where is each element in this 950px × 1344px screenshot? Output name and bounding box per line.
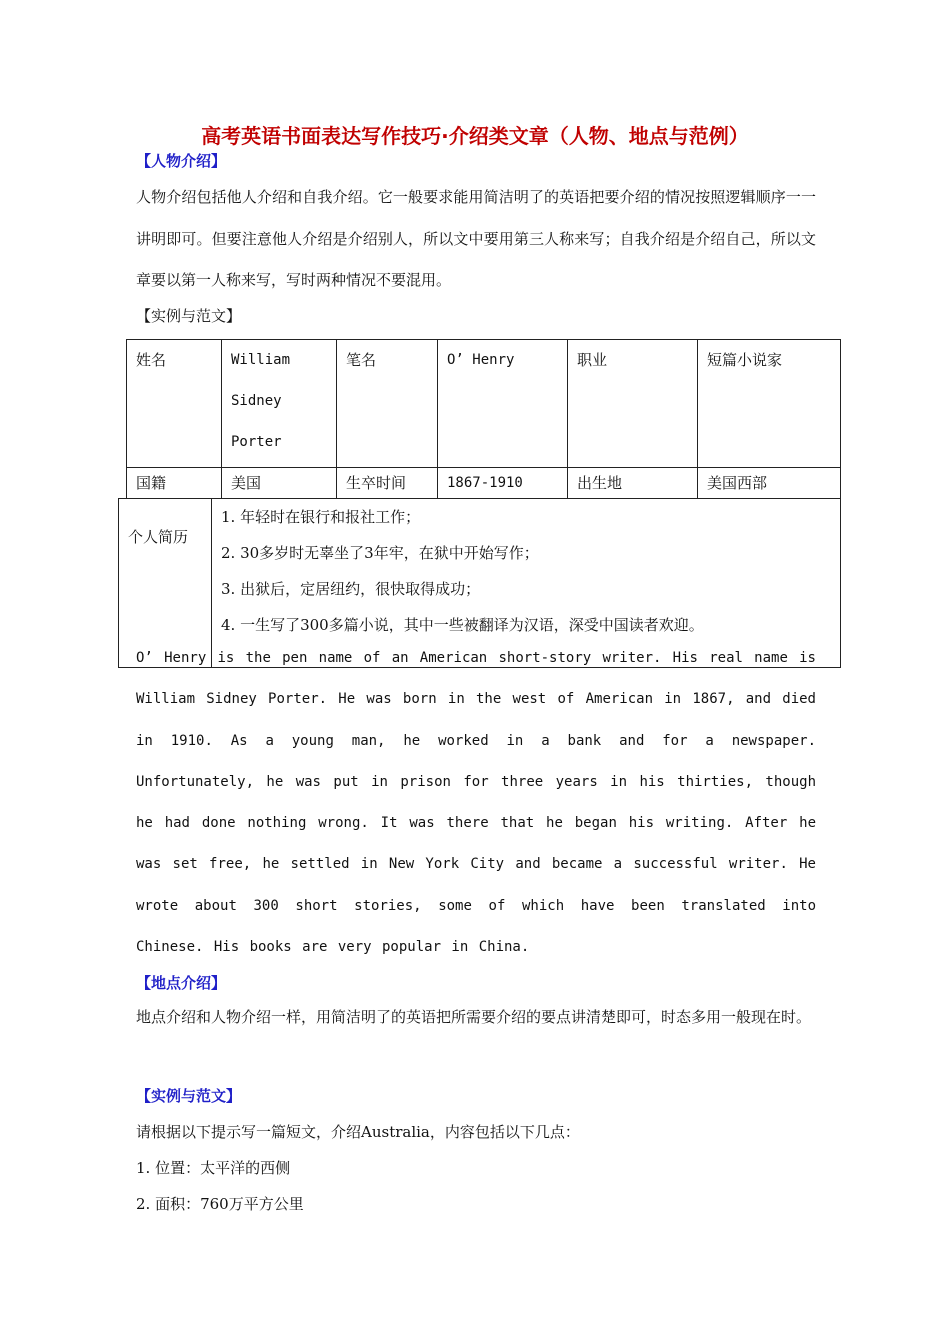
name-line: Sidney [231, 393, 282, 409]
nationality-value-cell: 美国 [222, 468, 337, 499]
document-title: 高考英语书面表达写作技巧·介绍类文章（人物、地点与范例） [201, 124, 749, 148]
job-label-cell: 职业 [568, 340, 698, 468]
name-label-cell: 姓名 [127, 340, 222, 468]
table-row [127, 468, 841, 499]
bio-label-cell: 个人简历 [119, 499, 212, 668]
section-heading-person: 【人物介绍】 [136, 152, 227, 170]
section-heading-place: 【地点介绍】 [136, 974, 227, 992]
place-writing-prompt: 请根据以下提示写一篇短文，介绍Australia，内容包括以下几点： [136, 1123, 580, 1141]
place-intro-paragraph: 地点介绍和人物介绍一样，用简洁明了的英语把所需要介绍的要点讲清楚即可，时态多用一般现在时。 [136, 1008, 812, 1026]
name-line: William [231, 352, 291, 368]
bio-item: 2. 30多岁时无辜坐了3年牢，在狱中开始写作； [221, 544, 539, 562]
name-line: Porter [231, 434, 282, 450]
place-example-heading: 【实例与范文】 [136, 1087, 242, 1105]
bio-item: 4. 一生写了300多篇小说，其中一些被翻译为汉语，深受中国读者欢迎。 [221, 616, 704, 634]
lifespan-label-cell: 生卒时间 [337, 468, 438, 499]
person-info-table [126, 339, 841, 499]
table-row [127, 340, 841, 468]
birthplace-label-cell: 出生地 [568, 468, 698, 499]
name-value-cell [222, 340, 337, 468]
person-intro-paragraph: 人物介绍包括他人介绍和自我介绍。它一般要求能用简洁明了的英语把要介绍的情况按照逻辑顺序一一讲明即可。但要注意他人介绍是介绍别人，所以文中要用第三人称来写；自我介绍是介绍自己，所以文章要以第一人称来写，写时两种情况不要混用。 [136, 188, 816, 289]
pen-name-value-cell: O’ Henry [438, 340, 568, 468]
place-point-item: 2. 面积：760万平方公里 [136, 1195, 304, 1213]
lifespan-value-cell: 1867-1910 [438, 468, 568, 499]
nationality-label-cell: 国籍 [127, 468, 222, 499]
pen-name-label-cell: 笔名 [337, 340, 438, 468]
person-sample-essay: O’ Henry is the pen name of an American short-story writer. His real name is William Sidney Porter. He was born in the west of American in 1867, and died in 1910. As a young man, he worked in a bank and for a newspaper. Unfortunately, he was put in prison for three years in his thirties, though he had done nothing wrong. It was there that he began his writing. After he was set free, he settled in New York City and became a successful writer. He wrote about 300 short stories, some of which have been translated into Chinese. His books are very popular in China. [136, 650, 816, 956]
bio-item: 3. 出狱后，定居纽约，很快取得成功； [221, 580, 481, 598]
birthplace-value-cell: 美国西部 [698, 468, 841, 499]
person-example-heading: 【实例与范文】 [136, 307, 242, 325]
bio-item: 1. 年轻时在银行和报社工作； [221, 508, 421, 526]
job-value-cell: 短篇小说家 [698, 340, 841, 468]
place-point-item: 1. 位置：太平洋的西侧 [136, 1159, 291, 1177]
